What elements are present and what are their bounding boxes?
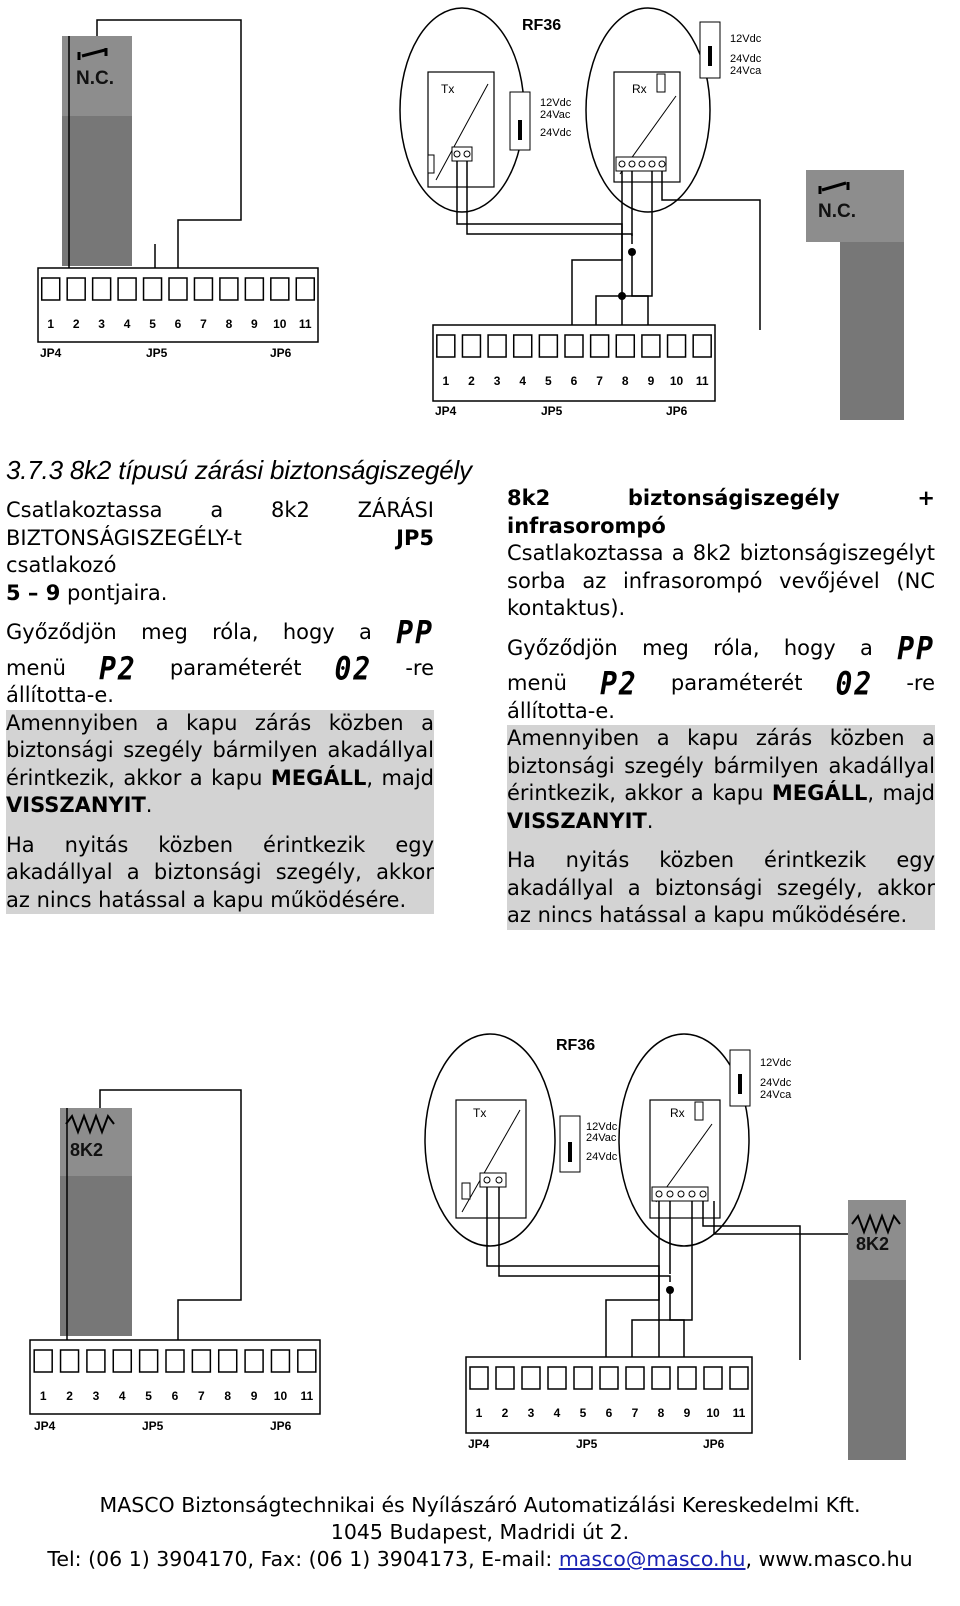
text: róla, <box>212 620 259 644</box>
terminal-number: 10 <box>669 374 684 388</box>
terminal-number: 10 <box>273 317 287 331</box>
text: ZÁRÁSI <box>357 498 434 522</box>
text: meg <box>642 635 689 660</box>
connector-jp6: JP6 <box>270 1419 292 1433</box>
heading: infrasorompó <box>507 513 666 538</box>
terminal-number: 7 <box>631 1406 639 1420</box>
contact-text: Tel: (06 1) 3904170, Fax: (06 1) 3904173, E-mail: <box>47 1547 559 1571</box>
terminal-number: 5 <box>149 317 156 331</box>
8k2-safety-edge-left <box>60 1108 132 1336</box>
text: menü <box>6 655 66 680</box>
text: csatlakozó <box>6 553 117 577</box>
tx-supply-12vdc: 12Vdc <box>540 97 572 109</box>
rf36-title: RF36 <box>522 17 562 34</box>
text: Győződjön <box>6 620 117 644</box>
terminal-number: 5 <box>545 374 552 388</box>
terminal-number: 2 <box>72 317 80 331</box>
terminal-number: 11 <box>695 374 709 388</box>
edge-label: N.C. <box>76 68 114 89</box>
connector-name: JP5 <box>396 525 434 550</box>
terminal-screw <box>462 335 480 357</box>
text: Győződjön <box>507 635 618 660</box>
connector-jp5: JP5 <box>541 404 563 418</box>
terminal-screw <box>565 335 583 357</box>
terminal-number: 1 <box>47 317 55 331</box>
text: Csatlakoztassa <box>6 498 163 522</box>
terminal-screw <box>642 335 660 357</box>
terminal-number: 1 <box>39 1389 47 1403</box>
connector-jp4: JP4 <box>435 404 457 418</box>
terminal-number: 7 <box>596 374 603 388</box>
terminal-number: 1 <box>442 374 450 388</box>
top-wiring-diagram <box>0 0 960 420</box>
section-title: 3.7.3 8k2 típusú zárási biztonságiszegély <box>6 455 472 485</box>
text: pontjaira. <box>60 580 168 605</box>
terminal-block-right <box>466 1357 752 1451</box>
email-link[interactable]: masco@masco.hu <box>558 1547 746 1571</box>
terminal-screw <box>678 1367 696 1389</box>
connector-jp5: JP5 <box>142 1419 164 1433</box>
terminal-number: 8 <box>657 1406 665 1420</box>
terminal-number: 7 <box>198 1389 205 1403</box>
tx-supply-jumper <box>510 92 572 150</box>
rx-supply-24vdc: 24Vdc <box>730 53 762 65</box>
terminal-screw <box>219 1350 237 1372</box>
terminal-screw <box>470 1367 488 1389</box>
rx-supply-jumper <box>700 22 762 78</box>
right-column <box>507 485 935 930</box>
text: a <box>860 635 873 660</box>
terminal-screw <box>514 335 532 357</box>
terminal-screw <box>166 1350 184 1372</box>
rx-supply-12vdc: 12Vdc <box>730 33 762 45</box>
terminal-screw <box>245 278 263 300</box>
rx-supply-jumper <box>730 1050 792 1106</box>
terminal-screw <box>600 1367 618 1389</box>
terminal-screw <box>144 278 162 300</box>
terminal-screw <box>296 278 314 300</box>
terminal-number: 2 <box>66 1389 73 1403</box>
terminal-screw <box>591 335 609 357</box>
terminal-screw <box>437 335 455 357</box>
terminal-screw <box>704 1367 722 1389</box>
terminal-number: 9 <box>683 1406 691 1420</box>
terminal-number: 6 <box>174 317 182 331</box>
terminal-screw <box>67 278 85 300</box>
stop-keyword: MEGÁLL <box>771 781 868 805</box>
text: . <box>646 808 654 833</box>
terminal-screw <box>34 1350 52 1372</box>
nc-safety-edge-left <box>62 36 132 266</box>
terminal-screw <box>548 1367 566 1389</box>
rx-supply-24vca: 24Vca <box>730 65 762 77</box>
display-code-02: 02 <box>334 649 373 688</box>
terminal-number: 5 <box>145 1389 152 1403</box>
contact-line <box>0 1546 960 1573</box>
tx-label: Tx <box>473 1106 487 1120</box>
terminal-number: 10 <box>273 1389 288 1403</box>
terminal-screw <box>118 278 136 300</box>
display-code-p2: P2 <box>600 664 638 703</box>
heading: 8k2 <box>507 486 551 510</box>
terminal-screw <box>488 335 506 357</box>
connector-jp6: JP6 <box>270 346 292 360</box>
reverse-keyword: VISSZANYIT <box>6 793 146 817</box>
text: a <box>210 498 224 522</box>
reverse-keyword: VISSZANYIT <box>507 808 647 833</box>
connector-jp4: JP4 <box>34 1419 56 1433</box>
text: . <box>145 793 153 817</box>
text: Amennyiben a kapu zárás közben a biztonsági szegély bármilyen akadállyal érintkezik, akkor a kapu <box>507 726 935 805</box>
text: állította-e. <box>507 698 615 723</box>
text: paraméterét <box>670 671 803 695</box>
terminal-screw <box>61 1350 79 1372</box>
rx-supply-24vdc: 24Vdc <box>760 1077 792 1089</box>
heading: + <box>917 486 935 510</box>
stop-keyword: MEGÁLL <box>270 765 367 790</box>
terminal-number: 6 <box>605 1406 613 1420</box>
terminal-number: 11 <box>300 1389 314 1403</box>
text: -re <box>906 671 935 695</box>
display-code-p2: P2 <box>99 649 137 688</box>
terminal-number: 8 <box>621 374 629 388</box>
left-column <box>6 497 434 914</box>
terminal-screw <box>140 1350 158 1372</box>
connector-jp4: JP4 <box>40 346 62 360</box>
display-code-pp: PP <box>396 613 434 652</box>
display-code-pp: PP <box>897 629 935 668</box>
rx-label: Rx <box>632 82 647 96</box>
terminal-block-right <box>433 325 715 418</box>
connector-jp6: JP6 <box>666 404 688 418</box>
terminal-screw <box>220 278 238 300</box>
connector-jp5: JP5 <box>576 1437 598 1451</box>
heading: biztonságiszegély <box>627 486 840 510</box>
text: hogy <box>783 635 836 660</box>
text: -re <box>405 655 434 680</box>
connector-jp6: JP6 <box>703 1437 725 1451</box>
text: állította-e. <box>6 683 114 707</box>
terminal-screw <box>730 1367 748 1389</box>
connector-jp5: JP5 <box>146 346 168 360</box>
terminal-number: 2 <box>468 374 475 388</box>
terminal-screw <box>626 1367 644 1389</box>
rx-supply-24vca: 24Vca <box>760 1089 792 1101</box>
terminal-screw <box>169 278 187 300</box>
terminal-screw <box>652 1367 670 1389</box>
edge-label-right: N.C. <box>818 201 856 222</box>
contact-text: , www.masco.hu <box>745 1547 913 1571</box>
terminal-number: 4 <box>519 374 527 388</box>
terminal-number: 3 <box>527 1406 535 1420</box>
nc-safety-edge-right <box>806 170 904 420</box>
rf36-receiver <box>586 8 710 212</box>
tx-supply-24vac: 24Vac <box>586 1132 617 1144</box>
terminal-number: 10 <box>706 1406 720 1420</box>
company-name: MASCO Biztonságtechnikai és Nyílászáró Automatizálási Kereskedelmi Kft. <box>99 1493 861 1517</box>
terminal-number: 4 <box>123 317 131 331</box>
terminal-number: 11 <box>732 1406 746 1420</box>
terminal-number: 2 <box>501 1406 509 1420</box>
text: Amennyiben a kapu zárás közben a biztonsági szegély bármilyen akadállyal érintkezik, akkor a kapu <box>6 710 434 790</box>
terminal-screw <box>87 1350 105 1372</box>
terminal-screw <box>113 1350 131 1372</box>
text: a <box>359 620 372 644</box>
edge-label-right: 8K2 <box>856 1234 890 1254</box>
terminal-screw <box>539 335 557 357</box>
terminal-screw <box>93 278 111 300</box>
terminal-number: 9 <box>250 1389 258 1403</box>
rf36-transmitter <box>425 1034 555 1246</box>
text: róla, <box>713 635 760 660</box>
terminal-number: 8 <box>225 317 233 331</box>
tx-supply-24vac: 24Vac <box>540 109 571 121</box>
text: , majd <box>867 781 936 805</box>
terminal-screw <box>271 278 289 300</box>
terminal-number: 1 <box>475 1406 483 1420</box>
terminal-number: 9 <box>647 374 655 388</box>
terminal-screw <box>42 278 60 300</box>
terminal-number: 7 <box>200 317 207 331</box>
connector-jp4: JP4 <box>468 1437 490 1451</box>
terminal-screw <box>192 1350 210 1372</box>
text: BIZTONSÁGISZEGÉLY-t <box>6 525 242 550</box>
terminal-block-left <box>30 1340 320 1433</box>
warning-block <box>507 725 935 930</box>
terminal-number: 3 <box>98 317 105 331</box>
terminal-screw <box>298 1350 316 1372</box>
terminal-number: 4 <box>118 1389 126 1403</box>
terminal-number: 6 <box>171 1389 179 1403</box>
text: 8k2 <box>270 498 310 522</box>
8k2-safety-edge-right <box>848 1200 906 1460</box>
warning-block <box>6 710 434 915</box>
terminal-number: 3 <box>493 374 501 388</box>
terminal-block-left <box>38 268 318 360</box>
tx-supply-12vdc: 12Vdc <box>586 1121 618 1133</box>
text: menü <box>507 671 567 695</box>
tx-supply-jumper <box>560 1116 618 1172</box>
tx-supply-24vdc: 24Vdc <box>586 1151 618 1163</box>
company-address: 1045 Budapest, Madridi út 2. <box>330 1520 630 1544</box>
terminal-number: 9 <box>251 317 258 331</box>
terminal-number: 11 <box>298 317 312 331</box>
terminal-number: 3 <box>92 1389 100 1403</box>
display-code-02: 02 <box>835 664 874 703</box>
tx-label: Tx <box>441 82 455 96</box>
terminal-screw <box>194 278 212 300</box>
terminal-screw <box>693 335 711 357</box>
terminal-number: 4 <box>553 1406 561 1420</box>
tx-supply-24vdc: 24Vdc <box>540 127 572 139</box>
terminal-screw <box>668 335 686 357</box>
text: Ha nyitás közben érintkezik egy akadállyal a biztonsági szegély, akkor az nincs hatással a kapu működésére. <box>507 848 935 927</box>
terminal-number: 6 <box>570 374 578 388</box>
rx-supply-12vdc: 12Vdc <box>760 1057 792 1069</box>
terminal-screw <box>616 335 634 357</box>
bottom-wiring-diagram <box>0 1020 960 1460</box>
terminal-screw <box>522 1367 540 1389</box>
rf36-title: RF36 <box>556 1037 596 1054</box>
text: Ha nyitás közben érintkezik egy akadállyal a biztonsági szegély, akkor az nincs hatással a kapu működésére. <box>6 832 434 912</box>
text: meg <box>141 620 188 644</box>
terminal-screw <box>271 1350 289 1372</box>
text: paraméterét <box>169 655 302 680</box>
text: Csatlakoztassa a 8k2 biztonságiszegélyt sorba az infrasorompó vevőjével (NC kontaktus). <box>507 541 935 620</box>
text: hogy <box>282 620 335 644</box>
rf36-transmitter <box>400 8 524 212</box>
text: , majd <box>366 765 435 790</box>
terminal-screw <box>496 1367 514 1389</box>
edge-label: 8K2 <box>70 1140 104 1160</box>
terminal-number: 8 <box>224 1389 232 1403</box>
terminal-screw <box>245 1350 263 1372</box>
page-footer <box>0 1492 960 1573</box>
terminal-number: 5 <box>579 1406 587 1420</box>
pin-range: 5 – 9 <box>6 580 61 605</box>
rx-label: Rx <box>670 1106 685 1120</box>
terminal-screw <box>574 1367 592 1389</box>
